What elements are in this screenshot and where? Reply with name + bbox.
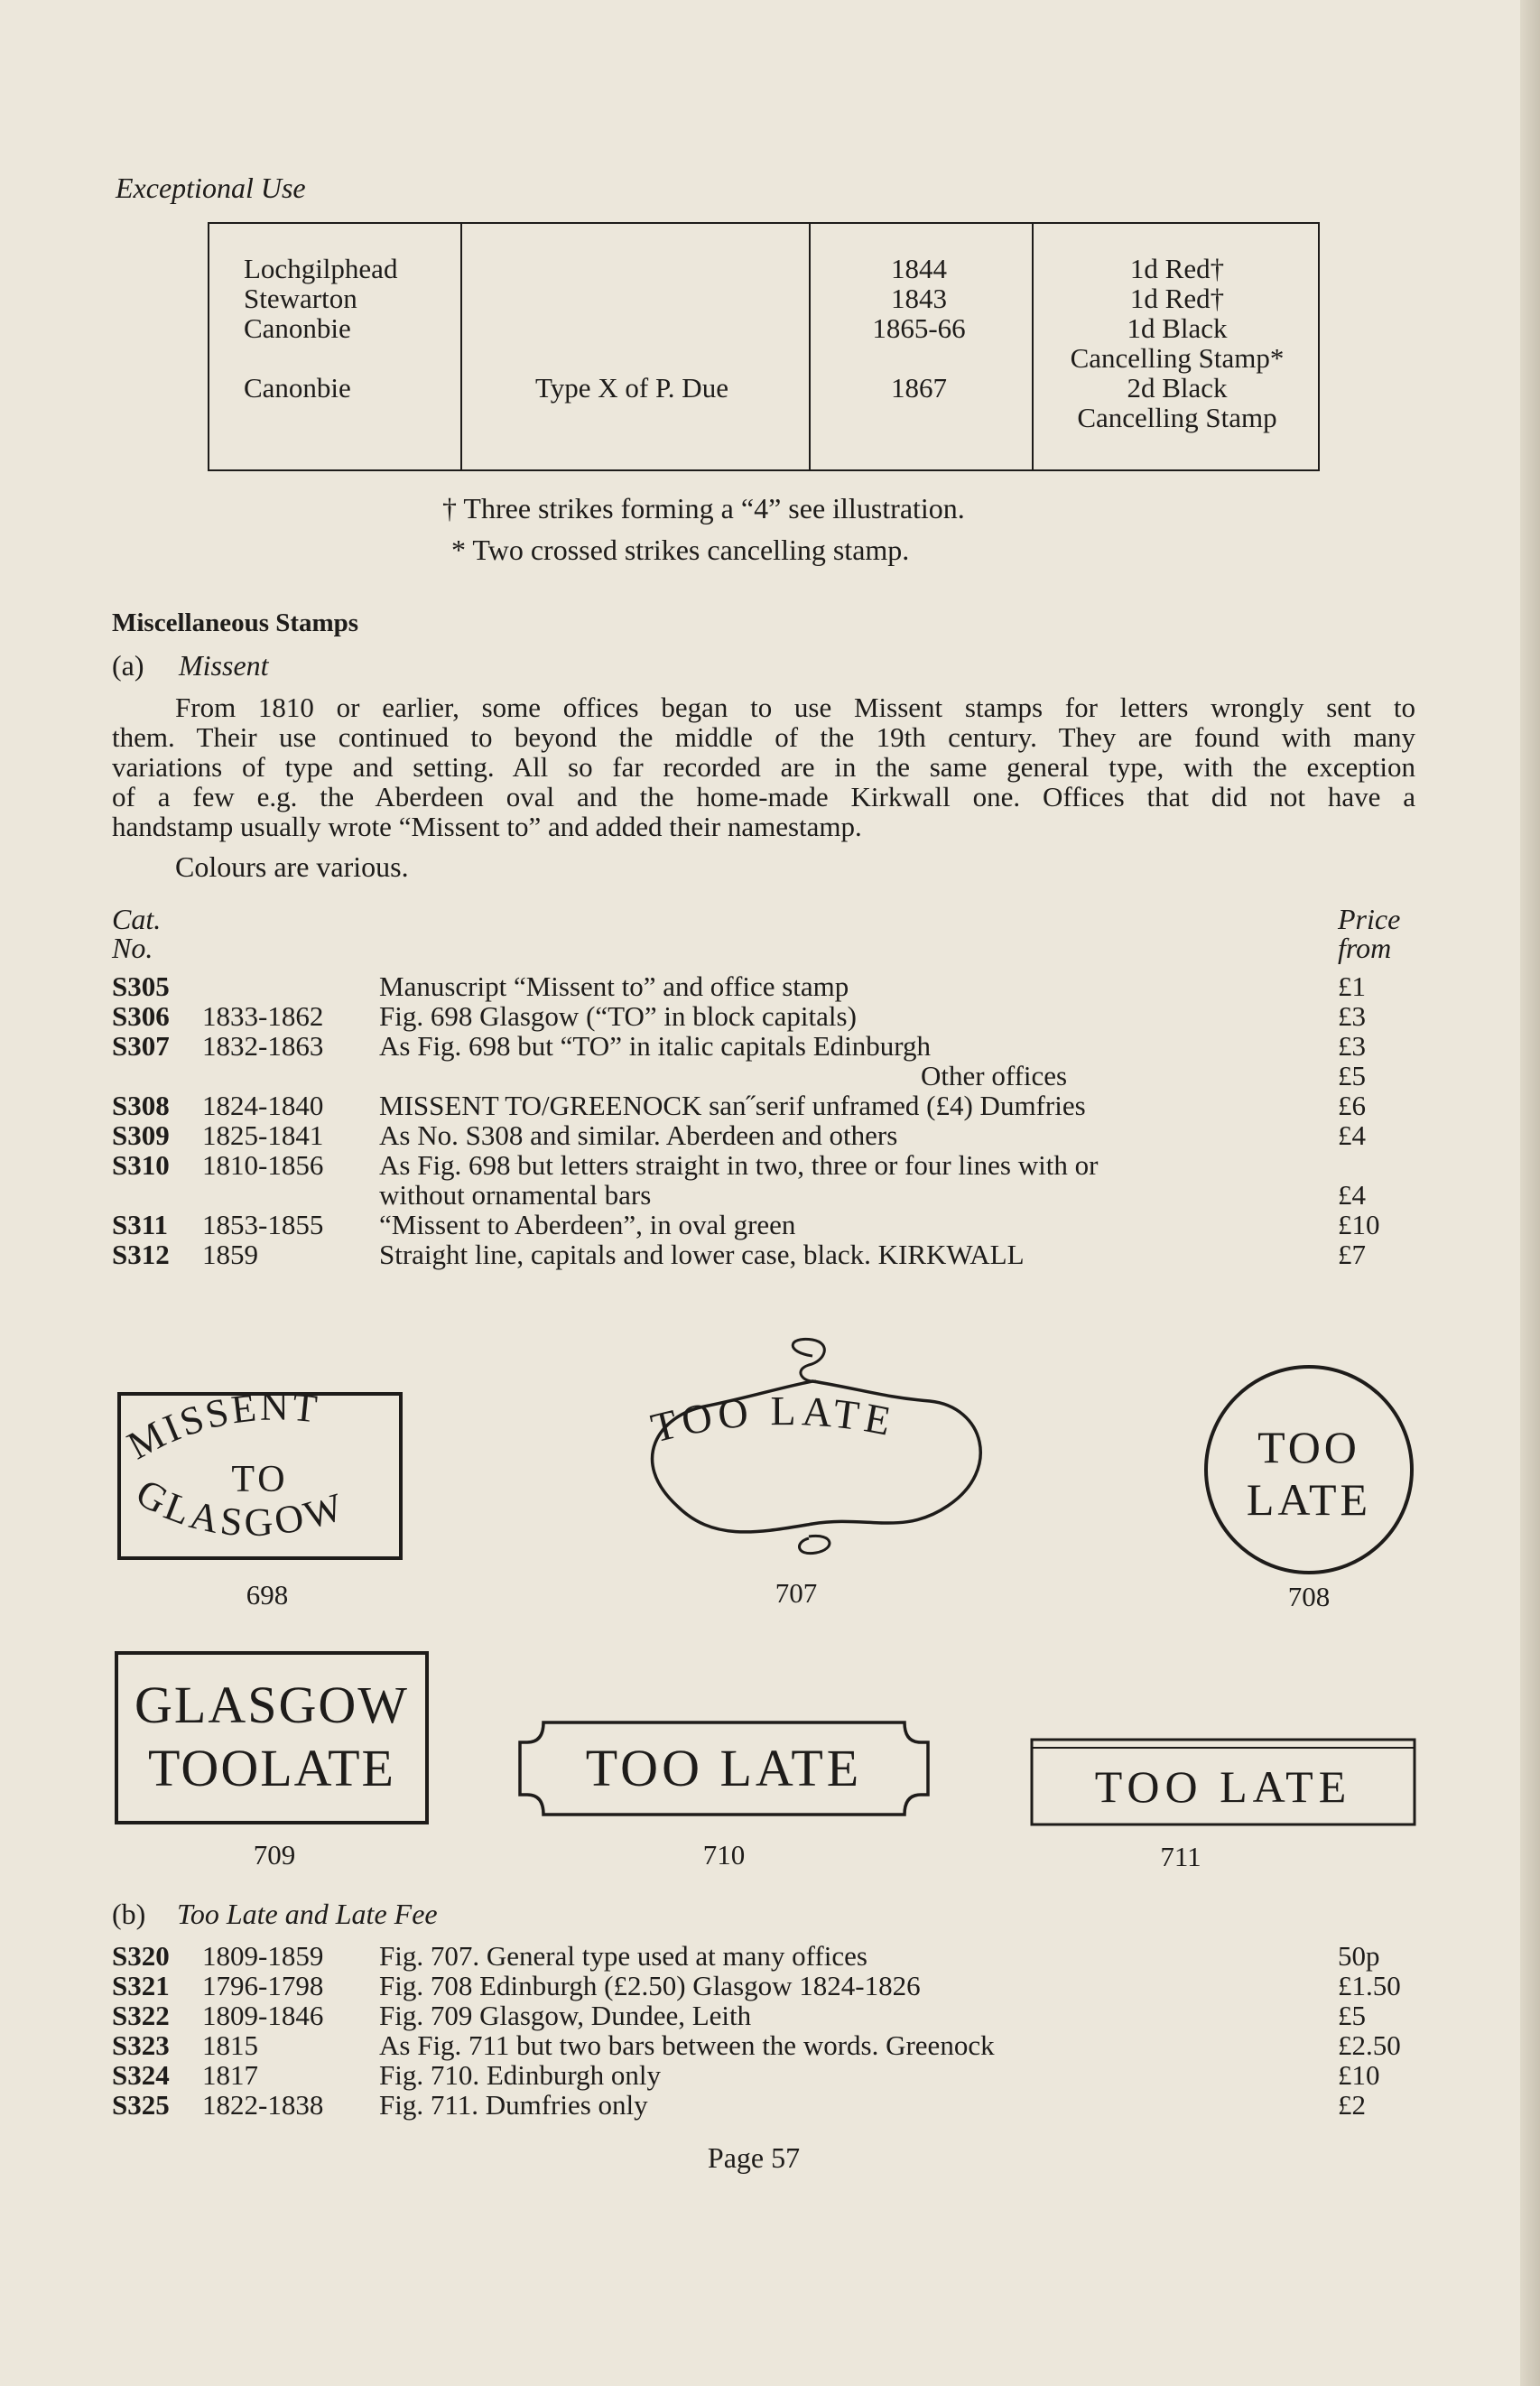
page-number: Page 57 (707, 2141, 801, 2174)
date-range: 1796-1798 (202, 1970, 324, 2001)
missent-row (112, 1001, 1412, 1031)
price: £10 (1338, 2059, 1380, 2091)
price: £10 (1338, 1209, 1380, 1240)
stamp-description: 1d Red† (1129, 283, 1225, 314)
cat-number: S323 (112, 2029, 170, 2061)
cat-number: S309 (112, 1119, 170, 1151)
fig708-line1: TOO (1257, 1422, 1360, 1472)
colours-note: Colours are various. (175, 850, 409, 883)
late-row (112, 1941, 1412, 1971)
figure-709-label: 709 (253, 1839, 296, 1871)
date-range: 1832-1863 (202, 1030, 324, 1062)
office-name: Lochgilphead (244, 253, 398, 284)
figure-709-stamp (114, 1650, 430, 1825)
fig698-line2: TO (231, 1459, 289, 1500)
missent-row (112, 1061, 1412, 1091)
office-name: Stewarton (244, 283, 357, 314)
description: “Missent to Aberdeen”, in oval green (379, 1209, 796, 1240)
missent-row (112, 1180, 1412, 1210)
no-label: No. (112, 932, 153, 964)
para-line: From 1810 or earlier, some offices began to use Missent stamps for letters wrongly sent to (175, 692, 1415, 723)
figure-710-label: 710 (702, 1839, 746, 1871)
description: MISSENT TO/GREENOCK san˝serif unframed (£4) Dumfries (379, 1090, 1086, 1121)
price: £2 (1338, 2089, 1366, 2121)
late-row (112, 2090, 1412, 2120)
cat-label: Cat. (112, 903, 162, 935)
exceptional-use-heading: Exceptional Use (116, 172, 306, 204)
sub-a-label: (a) (112, 649, 144, 682)
para-line: of a few e.g. the Aberdeen oval and the home-made Kirkwall one. Offices that did not have a (112, 781, 1415, 812)
date-range: 1815 (202, 2029, 258, 2061)
stamp-type: Type X of P. Due (535, 372, 728, 404)
description: Fig. 709 Glasgow, Dundee, Leith (379, 2000, 752, 2031)
date-range: 1809-1859 (202, 1940, 324, 1972)
cat-number: S324 (112, 2059, 170, 2091)
cat-number: S306 (112, 1000, 170, 1032)
price: £7 (1338, 1239, 1366, 1270)
late-row (112, 2001, 1412, 2030)
figure-710-stamp (516, 1719, 932, 1818)
figure-698-stamp (116, 1390, 404, 1562)
date-range: 1825-1841 (202, 1119, 324, 1151)
missent-paragraph (112, 692, 1415, 841)
cat-number: S311 (112, 1209, 169, 1240)
from-label: from (1338, 932, 1392, 964)
stamp-description: Cancelling Stamp* (1070, 342, 1285, 374)
note-asterisk: * Two crossed strikes cancelling stamp. (451, 534, 910, 566)
stamp-description: 2d Black (1127, 372, 1228, 404)
description: without ornamental bars (379, 1179, 652, 1211)
para-line: variations of type and setting. All so far recorded are in the same general type, with the exception (112, 751, 1415, 783)
figure-708-label: 708 (1287, 1581, 1331, 1612)
description: Fig. 698 Glasgow (“TO” in block capitals) (379, 1000, 857, 1032)
cat-number: S312 (112, 1239, 170, 1270)
cat-number: S322 (112, 2000, 170, 2031)
description: As Fig. 698 but letters straight in two, three or four lines with or (379, 1149, 1099, 1181)
price: £4 (1338, 1179, 1366, 1211)
date-range: 1809-1846 (202, 2000, 324, 2031)
price: £3 (1338, 1000, 1366, 1032)
stamp-description: 1d Red† (1129, 253, 1225, 284)
figure-698-label: 698 (246, 1579, 289, 1611)
para-line: handstamp usually wrote “Missent to” and added their namestamp. (112, 811, 862, 842)
cat-number: S325 (112, 2089, 170, 2121)
page-edge (1520, 0, 1540, 2386)
figure-707-label: 707 (775, 1577, 818, 1609)
description: Manuscript “Missent to” and office stamp (379, 970, 849, 1002)
missent-row (112, 1239, 1412, 1269)
description: As Fig. 711 but two bars between the words. Greenock (379, 2029, 995, 2061)
fig711-text: TOO LATE (1094, 1761, 1352, 1812)
price: £6 (1338, 1090, 1366, 1121)
date-range: 1824-1840 (202, 1090, 324, 1121)
figure-707-stamp (632, 1334, 993, 1571)
fig710-text: TOO LATE (585, 1739, 863, 1797)
description: As Fig. 698 but “TO” in italic capitals Edinburgh (379, 1030, 932, 1062)
year: 1865-66 (872, 312, 966, 344)
date-range: 1817 (202, 2059, 258, 2091)
cat-number: S307 (112, 1030, 170, 1062)
price: £1 (1338, 970, 1366, 1002)
cat-number: S321 (112, 1970, 170, 2001)
para-line: them. Their use continued to beyond the middle of the 19th century. They are found with many (112, 721, 1415, 753)
date-range: 1810-1856 (202, 1149, 324, 1181)
price: £5 (1338, 2000, 1366, 2031)
cat-number: S308 (112, 1090, 170, 1121)
late-row (112, 2060, 1412, 2090)
fig709-line1: GLASGOW (135, 1676, 409, 1734)
year: 1867 (891, 372, 947, 404)
year: 1843 (891, 283, 947, 314)
description: Fig. 711. Dumfries only (379, 2089, 648, 2121)
fig707-text: TOO LATE (646, 1388, 900, 1452)
figure-708-stamp (1201, 1361, 1417, 1578)
late-row (112, 1971, 1412, 2001)
date-range: 1822-1838 (202, 2089, 324, 2121)
stamp-description: 1d Black (1127, 312, 1228, 344)
missent-row (112, 1091, 1412, 1120)
sub-b-label: (b) (112, 1898, 146, 1930)
misc-heading: Miscellaneous Stamps (112, 608, 359, 637)
fig708-line2: LATE (1246, 1474, 1372, 1525)
figure-711-stamp (1029, 1737, 1417, 1827)
description: Fig. 708 Edinburgh (£2.50) Glasgow 1824-1826 (379, 1970, 921, 2001)
price: £1.50 (1338, 1970, 1401, 2001)
description: Straight line, capitals and lower case, black. KIRKWALL (379, 1239, 1025, 1270)
price: £5 (1338, 1060, 1366, 1091)
description: As No. S308 and similar. Aberdeen and others (379, 1119, 898, 1151)
date-range: 1833-1862 (202, 1000, 324, 1032)
missent-row (112, 1120, 1412, 1150)
price: £2.50 (1338, 2029, 1401, 2061)
cat-number: S320 (112, 1940, 170, 1972)
cat-number: S310 (112, 1149, 170, 1181)
fig698-line3: GLASGOW (128, 1470, 351, 1546)
fig709-line2: TOOLATE (148, 1739, 395, 1797)
missent-row (112, 1150, 1412, 1180)
note-dagger: † Three strikes forming a “4” see illustration. (442, 492, 965, 525)
late-row (112, 2030, 1412, 2060)
price: £4 (1338, 1119, 1366, 1151)
stamp-description: Cancelling Stamp (1077, 402, 1277, 433)
price: 50p (1338, 1940, 1380, 1972)
year: 1844 (891, 253, 947, 284)
description: Fig. 707. General type used at many offices (379, 1940, 867, 1972)
date-range: 1853-1855 (202, 1209, 324, 1240)
figure-711-label: 711 (1160, 1841, 1201, 1872)
date-range: 1859 (202, 1239, 258, 1270)
office-name: Canonbie (244, 372, 351, 404)
missent-row (112, 1210, 1412, 1239)
missent-row (112, 1031, 1412, 1061)
missent-row (112, 971, 1412, 1001)
fig698-line1: MISSENT (120, 1390, 322, 1469)
cat-number: S305 (112, 970, 170, 1002)
description: Fig. 710. Edinburgh only (379, 2059, 662, 2091)
price-label: Price (1338, 903, 1401, 935)
price: £3 (1338, 1030, 1366, 1062)
sub-a-title: Missent (179, 649, 269, 682)
office-name: Canonbie (244, 312, 351, 344)
sub-b-title: Too Late and Late Fee (177, 1898, 438, 1930)
description: Other offices (921, 1060, 1068, 1091)
